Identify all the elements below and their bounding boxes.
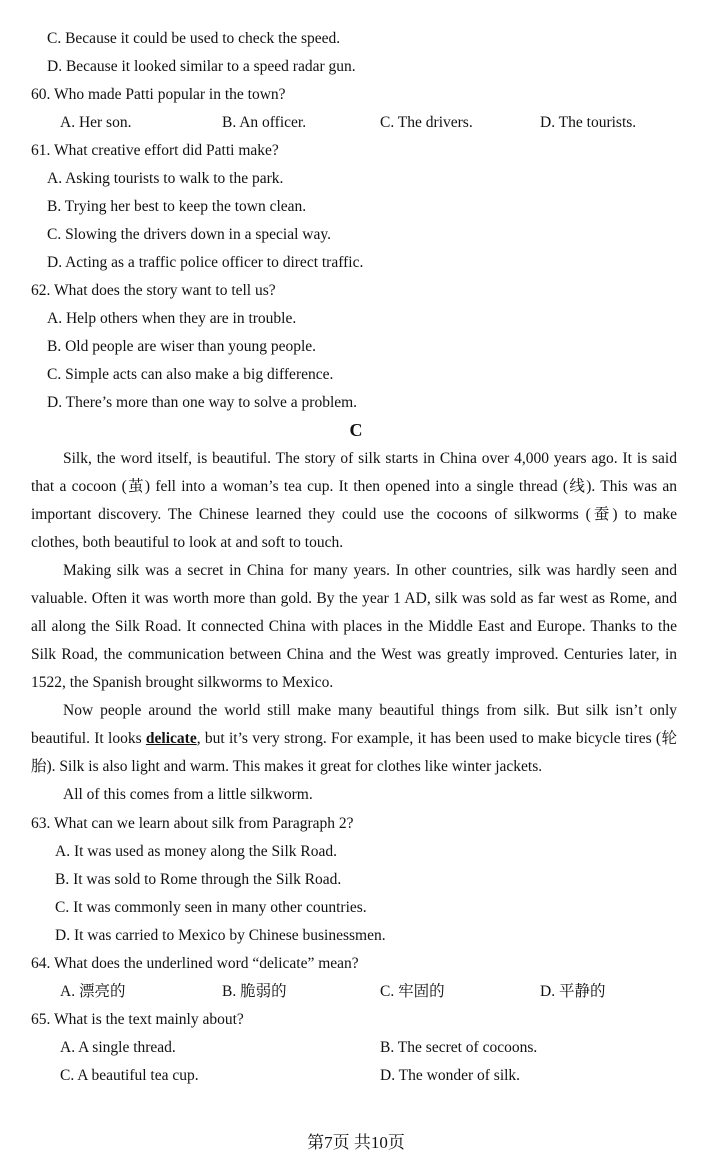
passage-paragraph-3 — [31, 697, 677, 781]
paragraph-3-text-before: Now people around the world still make many beautiful things from silk. But silk isn’t only beautiful. It looks — [31, 702, 677, 747]
q61-option-a: A. Asking tourists to walk to the park. — [47, 170, 284, 187]
q64-stem: 64. What does the underlined word “delicate” mean? — [31, 955, 359, 972]
page-footer: 第7页 共10页 — [307, 1133, 405, 1152]
q61-option-d: D. Acting as a traffic police officer to direct traffic. — [47, 254, 364, 271]
q62-option-a: A. Help others when they are in trouble. — [47, 310, 297, 327]
q63-option-a: A. It was used as money along the Silk Road. — [55, 843, 337, 860]
q61-stem: 61. What creative effort did Patti make? — [31, 142, 279, 159]
q63-option-b: B. It was sold to Rome through the Silk Road. — [55, 871, 342, 888]
q63-option-d: D. It was carried to Mexico by Chinese businessmen. — [55, 927, 386, 944]
q65-option-c: C. A beautiful tea cup. — [60, 1067, 199, 1084]
q60-stem: 60. Who made Patti popular in the town? — [31, 86, 286, 103]
q65-option-d: D. The wonder of silk. — [380, 1067, 521, 1084]
q62-stem: 62. What does the story want to tell us? — [31, 282, 276, 299]
passage-paragraph-2: Making silk was a secret in China for many years. In other countries, silk was hardly seen and valuable. Often it was worth more than gold. By the year 1 AD, silk was sold as far west as Rome, and all along the Silk Road. It connected China with places in the Middle East and Europe. Thanks to the Silk Road, the communication between China and the West was greatly improved. Centuries later, in 1522, the Spanish brought silkworms to Mexico. — [31, 562, 677, 691]
q64-option-c: C. 牢固的 — [380, 983, 445, 1000]
q65-option-b: B. The secret of cocoons. — [380, 1039, 538, 1056]
q64-option-a: A. 漂亮的 — [60, 983, 126, 1000]
q60-option-d: D. The tourists. — [540, 114, 637, 131]
q59-option-c: C. Because it could be used to check the speed. — [47, 30, 341, 47]
q64-option-b: B. 脆弱的 — [222, 983, 287, 1000]
q61-option-c: C. Slowing the drivers down in a special way. — [47, 226, 331, 243]
q65-stem: 65. What is the text mainly about? — [31, 1011, 244, 1028]
q65-option-a: A. A single thread. — [60, 1039, 176, 1056]
paragraph-3-text-after: , but it’s very strong. For example, it has been used to make bicycle tires (轮胎). Silk is also light and warm. This makes it great for clothes like winter jackets. — [31, 730, 677, 775]
q63-stem: 63. What can we learn about silk from Paragraph 2? — [31, 815, 354, 832]
passage-paragraph-1: Silk, the word itself, is beautiful. The story of silk starts in China over 4,000 years ago. It is said that a cocoon (茧) fell into a woman’s tea cup. It then opened into a single thread (线). This was an important discovery. The Chinese learned they could use the cocoons of silkworms (蚕) to make clothes, both beautiful to look at and soft to touch. — [31, 450, 677, 551]
q60-option-c: C. The drivers. — [380, 114, 473, 131]
q62-option-d: D. There’s more than one way to solve a problem. — [47, 394, 358, 411]
passage-paragraph-4: All of this comes from a little silkworm. — [63, 786, 313, 803]
q62-option-b: B. Old people are wiser than young people. — [47, 338, 317, 355]
q60-option-b: B. An officer. — [222, 114, 307, 131]
q61-option-b: B. Trying her best to keep the town clean. — [47, 198, 307, 215]
q64-option-d: D. 平静的 — [540, 983, 606, 1000]
q62-option-c: C. Simple acts can also make a big difference. — [47, 366, 334, 383]
underlined-word-delicate: delicate — [145, 730, 197, 747]
q60-option-a: A. Her son. — [60, 114, 132, 131]
section-c-heading: C — [349, 420, 363, 440]
q59-option-d: D. Because it looked similar to a speed radar gun. — [47, 58, 356, 75]
q63-option-c: C. It was commonly seen in many other countries. — [55, 899, 367, 916]
